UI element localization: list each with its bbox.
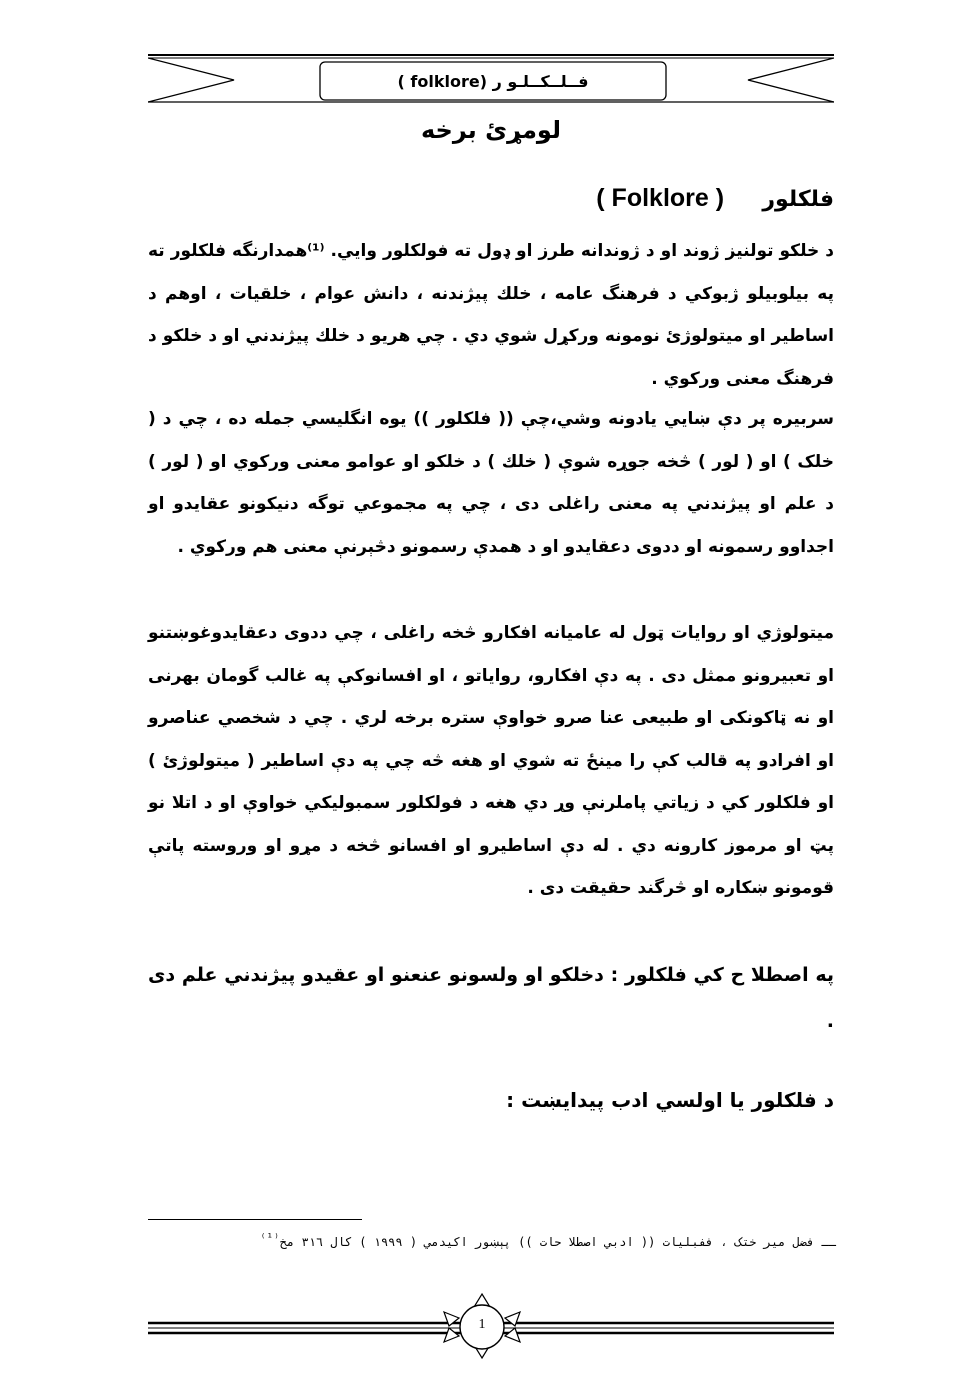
section-heading: [148, 184, 834, 224]
subheading-origin: د فلكلور يا اولسي ادب پيدايښت :: [506, 1088, 834, 1112]
paragraph-mythology: [148, 612, 834, 910]
footnote: [148, 1228, 836, 1252]
section-heading-arabic: فلكلور: [762, 187, 834, 212]
paragraph-text: ميتولوژي او روايات ټول له عاميانه افكارو څخه راغلى ، چي ددوى دعقايدوغوښتنو او تعبيرونو ممثل دى . په دې افكارو، رواياتو ، او افسانوکې په غالب گومان بهرنی او نه ټاکونکی او طبيعی عنا صرو خواوې ستره برخه لري . چي د شخصي عناصرو او افرادو په قالب كې را مينځ ته شوي او هغه څه چي په دې اساطير ( ميتولوژئ ) او فلكلور كي د زياتي پاملرنې وړ دي هغه د فولكلور سمبوليكي خواوې او د اتلا نو پټ او مرموز كارونه دي . له دې اساطيرو او افسانو څخه د مړو او وروسته پاتې قومونو ښكاره او څرگند حقيقت دى .: [148, 623, 834, 898]
paragraph-terminology: [148, 952, 834, 1044]
footnote-text: ــ فضل مير ختک ، ففبليات (( ادبي اصطلا حات )) پېښور اكيدمي ( ١٩٩٩ ) كال ٣١٦ مخ: [279, 1235, 836, 1249]
paragraph-definition: [148, 230, 834, 400]
footnote-marker: ⁽¹⁾: [259, 1231, 280, 1244]
paragraph-text: سربيره پر دې ښايي يادونه وشي،چې (( فلكلور )) يوه انگليسي جمله ده ، چي د ( خلک ) او ( لور ) څخه جوړه شوې ( خلك ) د خلكو او عوامو معنى وركوي او ( لور ) د علم او پيژندني په معنى راغلى دى ، چي په مجموعي توگه دنيكونو عقايدو او اجداوو رسمونه او ددوى دعقايدو او د همدې رسمونو دڅېرنې معنى هم وركوي .: [148, 409, 834, 557]
footnote-separator: [148, 1219, 362, 1220]
paragraph-text: په اصطلا ح كي فلكلور : دخلكو او ولسونو عنعنو او عقيدو پيژندني علم دى .: [148, 964, 834, 1032]
paragraph-etymology: [148, 398, 834, 568]
chapter-title: لومړئ برخه: [421, 116, 561, 144]
section-heading-latin: ( Folklore ): [596, 184, 725, 212]
page-number: 1: [478, 1317, 486, 1332]
paragraph-text: د خلكو تولنيز ژوند او د ژوندانه طرز او ډول ته فولكلور وايي. ⁽¹⁾همدارنگه فلكلور ته په بيلوبيلو ژبوكي د فرهنگ عامه ، خلك پيژندنه ، دانش عوام ، خلقيات ، اوهم د اساطير او ميتولوژئ نومونه وركړل شوي دي . چي هريو د خلك پيژندني او د خلكو د فرهنگ معنى وركوي .: [148, 241, 834, 389]
running-header: فــلــكــلـو ر (folklore ): [397, 71, 589, 91]
